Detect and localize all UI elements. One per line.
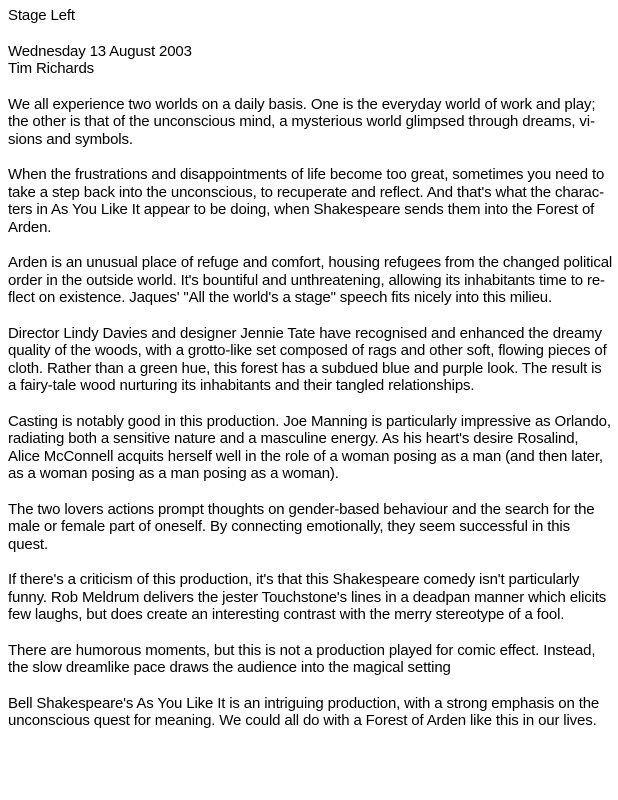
paragraph-line: If there's a criticism of this production, it's that this Shakespeare comedy isn't particularly: [8, 571, 580, 588]
paragraph-line: We all experience two worlds on a daily basis. One is the everyday world of work and play;: [8, 95, 596, 113]
paragraph-line: male or female part of oneself. By connecting emotionally, they seem successful in this: [8, 518, 570, 535]
paragraph-line: Arden is an unusual place of refuge and comfort, housing refugees from the changed political: [8, 254, 613, 271]
paragraph-line: as a woman posing as a man posing as a woman).: [8, 465, 339, 482]
paragraph: [8, 325, 618, 395]
paragraph-line: radiating both a sensitive nature and a masculine energy. As his heart's desire Rosalind,: [8, 430, 579, 447]
article-author: Tim Richards: [8, 60, 94, 77]
paragraph-line: the slow dreamlike pace draws the audience into the magical setting: [8, 659, 451, 676]
paragraph-line: few laughs, but does create an interesting contrast with the merry stereotype of a fool.: [8, 606, 565, 623]
paragraph-line: quality of the woods, with a grotto-like set composed of rags and other soft, flowing pieces of: [8, 342, 607, 359]
paragraph: [8, 695, 618, 730]
article: [8, 7, 618, 748]
article-title: Stage Left: [8, 7, 75, 24]
paragraph-line: The two lovers actions prompt thoughts on gender-based behaviour and the search for the: [8, 500, 595, 518]
paragraph-line: funny. Rob Meldrum delivers the jester Touchstone's lines in a deadpan manner which elicits: [8, 588, 607, 606]
paragraph-line: Arden.: [8, 218, 52, 236]
paragraph-line: unconscious quest for meaning. We could all do with a Forest of Arden like this in our lives.: [8, 712, 597, 729]
paragraph-line: Alice McConnell acquits herself well in the role of a woman posing as a man (and then later,: [8, 447, 603, 465]
paragraph: [8, 571, 618, 624]
paragraph-line: take a step back into the unconscious, to recuperate and reflect. And that's what the charac-: [8, 183, 604, 201]
paragraph-line: a fairy-tale wood nurturing its inhabitants and their tangled relationships.: [8, 377, 475, 394]
paragraph: [8, 254, 618, 307]
paragraph-line: sions and symbols.: [8, 130, 133, 148]
paragraph-line: There are humorous moments, but this is not a production played for comic effect. Instead,: [8, 641, 596, 659]
paragraph-line: When the frustrations and disappointments of life become too great, sometimes you need to: [8, 166, 605, 183]
paragraph-line: quest.: [8, 535, 48, 553]
paragraph: [8, 642, 618, 677]
paragraph-line: Bell Shakespeare's As You Like It is an intriguing production, with a strong emphasis on the: [8, 694, 600, 712]
paragraph-line: Director Lindy Davies and designer Jennie Tate have recognised and enhanced the dreamy: [8, 324, 602, 342]
paragraph: [8, 96, 618, 149]
paragraph-line: cloth. Rather than a green hue, this forest has a subdued blue and purple look. The result is: [8, 359, 602, 377]
paragraph-line: ters in As You Like It appear to be doing, when Shakespeare sends them into the Forest of: [8, 201, 595, 218]
article-body: [8, 96, 618, 730]
paragraph-line: flect on existence. Jaques' "All the world's a stage" speech fits nicely into this milieu.: [8, 289, 552, 306]
paragraph: [8, 166, 618, 236]
byline: [8, 43, 618, 78]
paragraph-line: the other is that of the unconscious mind, a mysterious world glimpsed through dreams, vi-: [8, 113, 595, 130]
paragraph: [8, 413, 618, 483]
article-date: Wednesday 13 August 2003: [8, 42, 192, 60]
paragraph-line: Casting is notably good in this production. Joe Manning is particularly impressive as Orlando,: [8, 412, 611, 430]
paragraph: [8, 501, 618, 554]
paragraph-line: order in the outside world. It's bountiful and unthreatening, allowing its inhabitants time to re-: [8, 271, 605, 289]
article-title-block: [8, 7, 618, 25]
